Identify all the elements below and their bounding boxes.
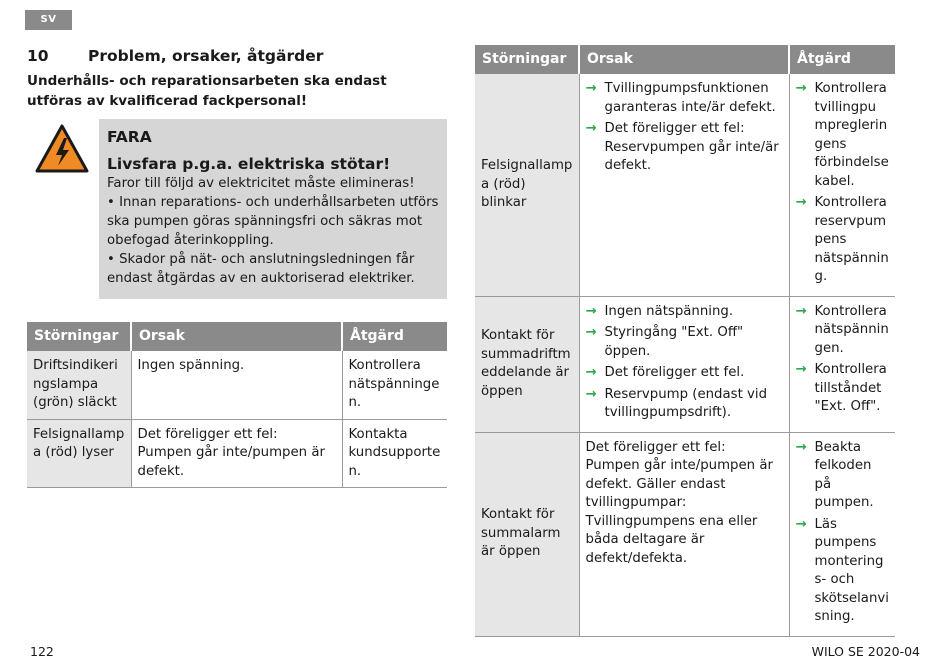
action-cell <box>789 296 895 432</box>
header-faults: Störningar <box>475 45 579 74</box>
action-cell <box>789 74 895 296</box>
cause-item: → Styringång "Ext. Off" öppen. <box>585 325 744 359</box>
intro-warning-text: Underhålls- och reparationsarbeten ska endast utföras av kvalificerad fackpersonal! <box>27 73 387 109</box>
fault-cell: Kontakt för summadriftmeddelande är öppen <box>475 296 579 432</box>
action-cell: Kontakta kundsupporten. <box>342 419 447 488</box>
danger-line: • Innan reparations- och underhållsarbeten utförs ska pumpen göras spänningsfri och säkras mot obefogad återinkoppling. <box>107 195 439 248</box>
arrow-right-icon: → <box>795 195 807 210</box>
arrow-right-icon: → <box>585 81 597 96</box>
action-item: → Läs pumpens monterings- och skötselanvisning. <box>795 516 889 624</box>
danger-label: FARA <box>107 128 152 146</box>
arrow-right-icon: → <box>795 362 807 377</box>
cause-item: → Tvillingpumpsfunktionen garanteras inte/är defekt. <box>585 81 776 115</box>
header-faults: Störningar <box>27 322 131 351</box>
table-row <box>475 432 895 636</box>
cause-item: → Ingen nätspänning. <box>586 303 783 322</box>
cause-item: → Reservpump (endast vid tvillingpumpsdrift). <box>585 386 768 420</box>
cause-cell: Det föreligger ett fel: Pumpen går inte/pumpen är defekt. <box>131 419 342 488</box>
arrow-right-icon: → <box>585 325 597 340</box>
action-item: → Kontrollera reservpumpens nätspänning. <box>795 195 889 284</box>
table-header-row <box>27 322 447 351</box>
arrow-right-icon: → <box>585 365 597 380</box>
danger-title: Livsfara p.g.a. elektriska stötar! <box>107 155 391 173</box>
header-action: Åtgärd <box>342 322 447 351</box>
section-title: Problem, orsaker, åtgärder <box>88 47 324 65</box>
table-row <box>475 296 895 432</box>
language-tab: SV <box>25 10 72 30</box>
left-troubleshooting-table <box>27 322 447 488</box>
table-header-row <box>475 45 895 74</box>
cause-item: → Det föreligger ett fel: Reservpumpen går inte/är defekt. <box>585 121 779 173</box>
danger-line: Faror till följd av elektricitet måste elimineras! <box>107 176 415 191</box>
section-heading <box>27 47 323 65</box>
table-row <box>27 351 447 419</box>
right-troubleshooting-table <box>475 45 895 637</box>
cause-cell <box>579 74 789 296</box>
arrow-right-icon: → <box>795 516 807 532</box>
cause-item: → Det föreligger ett fel. <box>586 364 783 383</box>
fault-cell: Felsignallampa (röd) blinkar <box>475 74 579 296</box>
fault-cell: Kontakt för summalarm är öppen <box>475 432 579 636</box>
cause-cell: Det föreligger ett fel: Pumpen går inte/pumpen är defekt. Gäller endast tvillingpumpar: Tvillingpumpens ena eller båda deltagare är defekt/defekta. <box>579 432 789 636</box>
header-cause: Orsak <box>579 45 789 74</box>
document-id: WILO SE 2020-04 <box>811 644 920 659</box>
section-number: 10 <box>27 47 49 65</box>
action-item: → Beakta felkoden på pumpen. <box>795 439 874 510</box>
action-item: → Kontrollera tvillingpumpregleringens förbindelsekabel. <box>795 81 889 189</box>
cause-cell: Ingen spänning. <box>131 351 342 419</box>
arrow-right-icon: → <box>585 303 597 319</box>
action-item: → Kontrollera nätspänningen. <box>795 303 889 356</box>
danger-line: • Skador på nät- och anslutningsledningen får endast åtgärdas av en auktoriserad elektriker. <box>107 252 415 286</box>
action-item: → Kontrollera tillståndet "Ext. Off". <box>795 362 887 414</box>
fault-cell: Felsignallampa (röd) lyser <box>27 419 131 488</box>
page-number: 122 <box>30 644 54 659</box>
action-cell: Kontrollera nätspänningen. <box>342 351 447 419</box>
danger-box <box>99 119 447 299</box>
cause-cell <box>579 296 789 432</box>
electric-hazard-warning-icon <box>35 124 89 174</box>
arrow-right-icon: → <box>585 121 597 136</box>
header-action: Åtgärd <box>789 45 895 74</box>
arrow-right-icon: → <box>795 81 807 96</box>
arrow-right-icon: → <box>585 386 597 402</box>
table-row <box>27 419 447 488</box>
arrow-right-icon: → <box>795 303 807 319</box>
table-row <box>475 74 895 296</box>
arrow-right-icon: → <box>795 439 807 455</box>
fault-cell: Driftsindikeringslampa (grön) släckt <box>27 351 131 419</box>
action-cell <box>789 432 895 636</box>
header-cause: Orsak <box>131 322 342 351</box>
